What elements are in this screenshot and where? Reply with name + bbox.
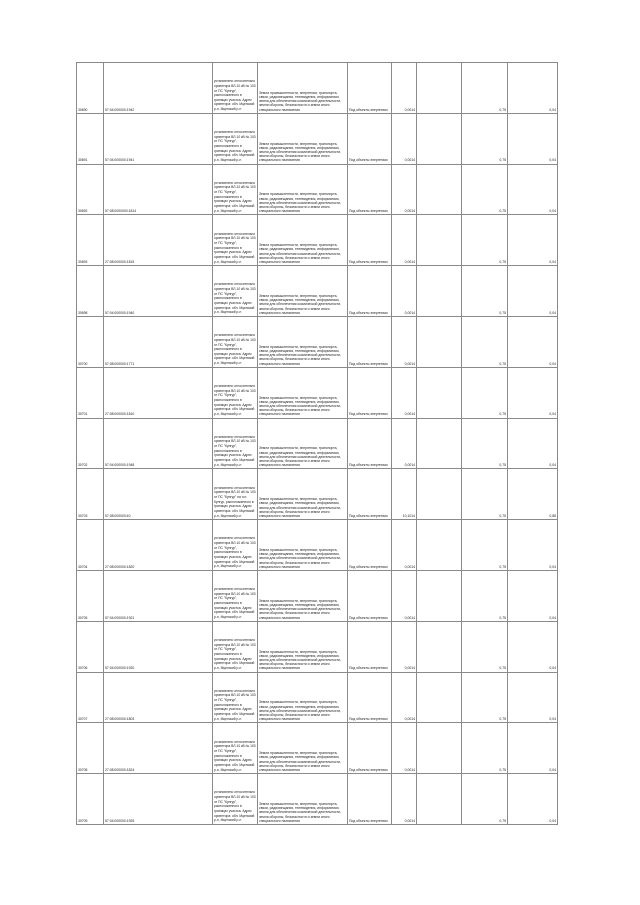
empty-cell <box>417 367 462 418</box>
rate-cell: 0,04 <box>508 164 558 215</box>
land-category-cell: Земли промышленности, энергетики, транспорта, связи, радиовещания, телевидения, информатики, земли для обеспечения космической деятельности, земли обороны, безопасности и земли иного специального назначения <box>258 723 348 774</box>
location-cell: установлено относительно ориентира ВЛ-10 кВ № 103 от ПС "Кунгур", расположенного в границах участка. Адрес ориентира: обл. Мценский р-н, Мценский р-н <box>213 164 258 215</box>
location-cell: установлено относительно ориентира ВЛ-10 кВ № 103 от ПС "Кунгур", расположенного в границах участка. Адрес ориентира: обл. Мценский р-н, Мценский р-н <box>213 774 258 825</box>
land-category-cell: Земли промышленности, энергетики, транспорта, связи, радиовещания, телевидения, информатики, земли для обеспечения космической деятельности, земли обороны, безопасности и земли иного специального назначения <box>258 215 348 266</box>
coefficient-cell: 0,75 <box>462 723 508 774</box>
area-cell: 0,0014 <box>392 63 417 114</box>
rate-cell: 0,04 <box>508 266 558 317</box>
rate-cell: 0,04 <box>508 215 558 266</box>
land-category-cell: Земли промышленности, энергетики, транспорта, связи, радиовещания, телевидения, информатики, земли для обеспечения космической деятельности, земли обороны, безопасности и земли иного специального назначения <box>258 418 348 469</box>
location-cell: установлено относительно ориентира ВЛ-10 кВ № 103 от ПС "Кунгур", расположенного в границах участка. Адрес ориентира: обл. Мценский р-н, Мценский р-н <box>213 723 258 774</box>
area-cell: 0,0014 <box>392 418 417 469</box>
area-cell: 0,0014 <box>392 316 417 367</box>
cadastral-number-cell: 57:08:000000:40 <box>104 469 213 520</box>
cadastral-number-cell: 57:04:000000:1921 <box>104 570 213 621</box>
land-category-cell: Земли промышленности, энергетики, транспорта, связи, радиовещания, телевидения, информатики, земли для обеспечения космической деятельности, земли обороны, безопасности и земли иного специального назначения <box>258 570 348 621</box>
table-row <box>77 367 558 418</box>
location-cell: установлено относительно ориентира ВЛ-10 кВ № 103 от ПС "Кунгур", расположенного в границах участка. Адрес ориентира: обл. Мценский р-н, Мценский р-н <box>213 418 258 469</box>
cadastral-number-cell: 27:08:000000:1815 <box>104 215 213 266</box>
table-row <box>77 774 558 825</box>
use-type-cell: Под объекты энергетики <box>348 672 392 723</box>
use-type-cell: Под объекты энергетики <box>348 570 392 621</box>
empty-cell <box>417 520 462 571</box>
rate-cell: 0,04 <box>508 570 558 621</box>
rate-cell: 0,04 <box>508 723 558 774</box>
coefficient-cell: 0,75 <box>462 621 508 672</box>
coefficient-cell: 0,75 <box>462 164 508 215</box>
rate-cell: 0,04 <box>508 520 558 571</box>
row-number-cell: 30692 <box>77 164 104 215</box>
location-cell: установлено относительно ориентира ВЛ-10 кВ № 103 от ПС "Кунгур", расположенного в границах участка. Адрес ориентира: обл. Мценский р-н, Мценский р-н <box>213 316 258 367</box>
empty-cell <box>417 723 462 774</box>
table-row <box>77 63 558 114</box>
row-number-cell: 30701 <box>77 367 104 418</box>
table-row <box>77 113 558 164</box>
land-category-cell: Земли промышленности, энергетики, транспорта, связи, радиовещания, телевидения, информатики, земли для обеспечения космической деятельности, земли обороны, безопасности и земли иного специального назначения <box>258 672 348 723</box>
land-category-cell: Земли промышленности, энергетики, транспорта, связи, радиовещания, телевидения, информатики, земли для обеспечения космической деятельности, земли обороны, безопасности и земли иного специального назначения <box>258 367 348 418</box>
table-row <box>77 723 558 774</box>
table-body <box>77 63 558 825</box>
row-number-cell: 30702 <box>77 418 104 469</box>
land-category-cell: Земли промышленности, энергетики, транспорта, связи, радиовещания, телевидения, информатики, земли для обеспечения космической деятельности, земли обороны, безопасности и земли иного специального назначения <box>258 621 348 672</box>
area-cell: 0,0014 <box>392 266 417 317</box>
row-number-cell: 30708 <box>77 723 104 774</box>
location-cell: установлено относительно ориентира ВЛ-10 кВ № 103 от ПС "Кунгур", расположенного в границах участка. Адрес ориентира: обл. Мценский р-н, Мценский р-н <box>213 367 258 418</box>
cadastral-number-cell: 27:08:000000:1820 <box>104 520 213 571</box>
area-cell: 0,0014 <box>392 774 417 825</box>
use-type-cell: Под объекты энергетики <box>348 215 392 266</box>
area-cell: 0,0014 <box>392 621 417 672</box>
cadastral-number-cell: 57:04:000000:1940 <box>104 266 213 317</box>
table-row <box>77 164 558 215</box>
row-number-cell: 30703 <box>77 469 104 520</box>
table-row <box>77 672 558 723</box>
rate-cell: 0,04 <box>508 672 558 723</box>
area-cell: 0,0014 <box>392 672 417 723</box>
table-row <box>77 520 558 571</box>
empty-cell <box>417 621 462 672</box>
area-cell: 0,0014 <box>392 164 417 215</box>
coefficient-cell: 0,75 <box>462 367 508 418</box>
area-cell: 0,0014 <box>392 520 417 571</box>
cadastral-number-cell: 57:04:000000:1941 <box>104 113 213 164</box>
table-row <box>77 215 558 266</box>
row-number-cell: 30690 <box>77 63 104 114</box>
use-type-cell: Под объекты энергетики <box>348 63 392 114</box>
row-number-cell: 30693 <box>77 215 104 266</box>
table-row <box>77 469 558 520</box>
cadastral-number-cell: 57:04:000000:1925 <box>104 774 213 825</box>
row-number-cell: 30691 <box>77 113 104 164</box>
empty-cell <box>417 469 462 520</box>
rate-cell: 0,04 <box>508 63 558 114</box>
coefficient-cell: 0,75 <box>462 266 508 317</box>
coefficient-cell: 0,75 <box>462 672 508 723</box>
coefficient-cell: 0,75 <box>462 774 508 825</box>
coefficient-cell: 0,75 <box>462 469 508 520</box>
location-cell: установлено относительно ориентира ВЛ-10 кВ № 103 от ПС "Кунгур", расположенного в границах участка. Адрес ориентира: обл. Мценский р-н, Мценский р-н <box>213 215 258 266</box>
empty-cell <box>417 266 462 317</box>
table-row <box>77 266 558 317</box>
coefficient-cell: 0,75 <box>462 418 508 469</box>
use-type-cell: Под объекты энергетики <box>348 469 392 520</box>
table-row <box>77 316 558 367</box>
rate-cell: 0,88 <box>508 469 558 520</box>
land-category-cell: Земли промышленности, энергетики, транспорта, связи, радиовещания, телевидения, информатики, земли для обеспечения космической деятельности, земли обороны, безопасности и земли иного специального назначения <box>258 164 348 215</box>
area-cell: 0,0014 <box>392 215 417 266</box>
coefficient-cell: 0,75 <box>462 215 508 266</box>
row-number-cell: 30698 <box>77 266 104 317</box>
coefficient-cell: 0,75 <box>462 520 508 571</box>
cadastral-number-cell: 27:08:000000:1810 <box>104 367 213 418</box>
cadastral-number-cell: 27:08:000000:1824 <box>104 723 213 774</box>
location-cell: установлено относительно ориентира ВЛ-10 кВ № 103 от ПС "Кунгур", расположенного в границах участка. Адрес ориентира: обл. Мценский р-н, Мценский р-н <box>213 621 258 672</box>
rate-cell: 0,04 <box>508 621 558 672</box>
land-category-cell: Земли промышленности, энергетики, транспорта, связи, радиовещания, телевидения, информатики, земли для обеспечения космической деятельности, земли обороны, безопасности и земли иного специального назначения <box>258 774 348 825</box>
location-cell: установлено относительно ориентира ВЛ-10 кВ № 103 от ПС "Кунгур", расположенного в границах участка. Адрес ориентира: обл. Мценский р-н, Мценский р-н <box>213 672 258 723</box>
rate-cell: 0,04 <box>508 774 558 825</box>
row-number-cell: 30707 <box>77 672 104 723</box>
empty-cell <box>417 113 462 164</box>
rate-cell: 0,04 <box>508 367 558 418</box>
cadastral-number-cell: 57:04:000000:1942 <box>104 63 213 114</box>
location-cell: установлено относительно ориентира ВЛ-10 кВ № 103 от ПС "Кунгур", расположенного в границах участка. Адрес ориентира: обл. Мценский р-н, Мценский р-н <box>213 266 258 317</box>
location-cell: установлено относительно ориентира ВЛ-10 кВ № 103 от ПС "Кунгур" на н.п. Кунгур, расположенного в границах участка. Адрес ориентира: обл. Мценский р-н, Мценский р-н <box>213 469 258 520</box>
coefficient-cell: 0,75 <box>462 570 508 621</box>
empty-cell <box>417 672 462 723</box>
rate-cell: 0,04 <box>508 418 558 469</box>
location-cell: установлено относительно ориентира ВЛ-10 кВ № 103 от ПС "Кунгур", расположенного в границах участка. Адрес ориентира: обл. Мценский р-н, Мценский р-н <box>213 113 258 164</box>
use-type-cell: Под объекты энергетики <box>348 367 392 418</box>
area-cell: 0,0014 <box>392 723 417 774</box>
table-row <box>77 418 558 469</box>
use-type-cell: Под объекты энергетики <box>348 164 392 215</box>
area-cell: 0,0014 <box>392 570 417 621</box>
table-row <box>77 570 558 621</box>
land-category-cell: Земли промышленности, энергетики, транспорта, связи, радиовещания, телевидения, информатики, земли для обеспечения космической деятельности, земли обороны, безопасности и земли иного специального назначения <box>258 316 348 367</box>
empty-cell <box>417 63 462 114</box>
use-type-cell: Под объекты энергетики <box>348 723 392 774</box>
land-category-cell: Земли промышленности, энергетики, транспорта, связи, радиовещания, телевидения, информатики, земли для обеспечения космической деятельности, земли обороны, безопасности и земли иного специального назначения <box>258 520 348 571</box>
location-cell: установлено относительно ориентира ВЛ-10 кВ № 103 от ПС "Кунгур", расположенного в границах участка. Адрес ориентира: обл. Мценский р-н, Мценский р-н <box>213 520 258 571</box>
row-number-cell: 30706 <box>77 621 104 672</box>
land-register-table <box>76 62 558 825</box>
coefficient-cell: 0,75 <box>462 63 508 114</box>
empty-cell <box>417 316 462 367</box>
empty-cell <box>417 570 462 621</box>
use-type-cell: Под объекты энергетики <box>348 418 392 469</box>
use-type-cell: Под объекты энергетики <box>348 266 392 317</box>
row-number-cell: 30709 <box>77 774 104 825</box>
cadastral-number-cell: 57:04:000000:1920 <box>104 621 213 672</box>
area-cell: 10,1014 <box>392 469 417 520</box>
use-type-cell: Под объекты энергетики <box>348 113 392 164</box>
area-cell: 0,0014 <box>392 367 417 418</box>
cadastral-number-cell: 27:08:000000:1803 <box>104 672 213 723</box>
empty-cell <box>417 418 462 469</box>
land-category-cell: Земли промышленности, энергетики, транспорта, связи, радиовещания, телевидения, информатики, земли для обеспечения космической деятельности, земли обороны, безопасности и земли иного специального назначения <box>258 63 348 114</box>
use-type-cell: Под объекты энергетики <box>348 520 392 571</box>
row-number-cell: 30700 <box>77 316 104 367</box>
cadastral-number-cell: 57:08:000000:1771 <box>104 316 213 367</box>
use-type-cell: Под объекты энергетики <box>348 774 392 825</box>
empty-cell <box>417 774 462 825</box>
land-category-cell: Земли промышленности, энергетики, транспорта, связи, радиовещания, телевидения, информатики, земли для обеспечения космической деятельности, земли обороны, безопасности и земли иного специального назначения <box>258 266 348 317</box>
location-cell: установлено относительно ориентира ВЛ-10 кВ № 103 от ПС "Кунгур", расположенного в границах участка. Адрес ориентира: обл. Мценский р-н, Мценский р-н <box>213 570 258 621</box>
row-number-cell: 30705 <box>77 570 104 621</box>
cadastral-number-cell: 57:08:0000000:1814 <box>104 164 213 215</box>
use-type-cell: Под объекты энергетики <box>348 621 392 672</box>
coefficient-cell: 0,75 <box>462 316 508 367</box>
rate-cell: 0,04 <box>508 316 558 367</box>
coefficient-cell: 0,75 <box>462 113 508 164</box>
empty-cell <box>417 215 462 266</box>
empty-cell <box>417 164 462 215</box>
land-category-cell: Земли промышленности, энергетики, транспорта, связи, радиовещания, телевидения, информатики, земли для обеспечения космической деятельности, земли обороны, безопасности и земли иного специального назначения <box>258 113 348 164</box>
land-category-cell: Земли промышленности, энергетики, транспорта, связи, радиовещания, телевидения, информатики, земли для обеспечения космической деятельности, земли обороны, безопасности и земли иного специального назначения <box>258 469 348 520</box>
location-cell: установлено относительно ориентира ВЛ-10 кВ № 103 от ПС "Кунгур", расположенного в границах участка. Адрес ориентира: обл. Мценский р-н, Мценский р-н <box>213 63 258 114</box>
cadastral-number-cell: 57:04:000000:1948 <box>104 418 213 469</box>
table-row <box>77 621 558 672</box>
use-type-cell: Под объекты энергетики <box>348 316 392 367</box>
rate-cell: 0,04 <box>508 113 558 164</box>
area-cell: 0,0014 <box>392 113 417 164</box>
row-number-cell: 30704 <box>77 520 104 571</box>
